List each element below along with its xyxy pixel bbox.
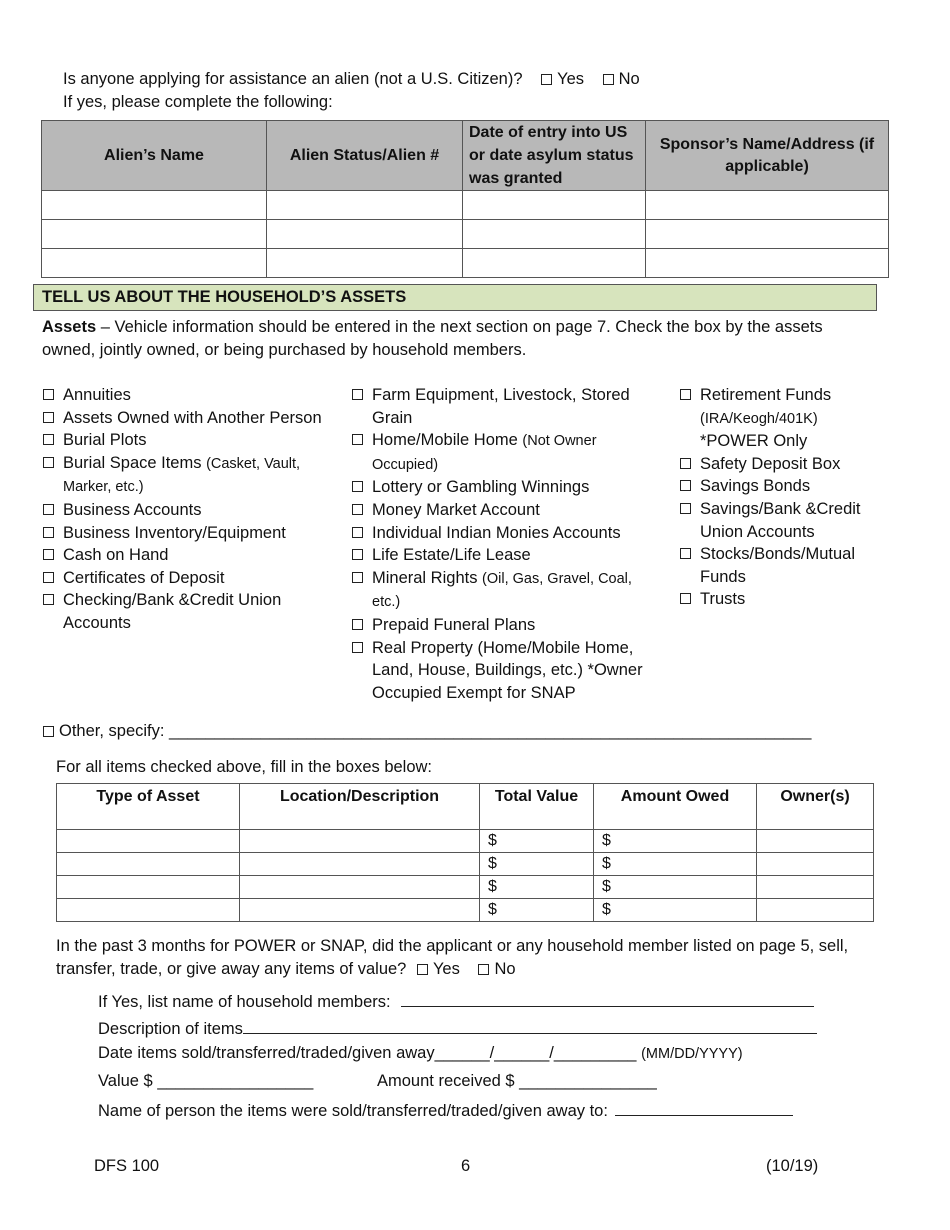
table-row <box>42 220 889 249</box>
asset-owner-cell[interactable] <box>757 899 874 922</box>
asset-option: Retirement Funds (IRA/Keogh/401K) *POWER Only <box>680 384 890 453</box>
footer-page-number: 6 <box>461 1157 471 1175</box>
asset-option: Mineral Rights (Oil, Gas, Gravel, Coal, etc.) <box>352 567 652 614</box>
alien-sponsor-header: Sponsor’s Name/Address (if applicable) <box>646 121 889 191</box>
asset-value-cell[interactable]: $ <box>480 853 594 876</box>
alien-table <box>41 120 889 278</box>
asset-checkbox[interactable] <box>352 642 363 653</box>
asset-owner-cell[interactable] <box>757 876 874 899</box>
table-row <box>57 830 874 853</box>
amount-input[interactable]: _______________ <box>519 1072 657 1090</box>
asset-checkbox[interactable] <box>43 594 54 605</box>
value-label: Value $ <box>98 1072 158 1090</box>
asset-checkbox[interactable] <box>680 503 691 514</box>
asset-option: Stocks/Bonds/Mutual Funds <box>680 543 890 588</box>
alien-cell[interactable] <box>267 249 463 278</box>
asset-option: Life Estate/Life Lease <box>352 544 652 567</box>
asset-owed-cell[interactable]: $ <box>594 853 757 876</box>
asset-option: Safety Deposit Box <box>680 453 890 476</box>
date-format: (MM/DD/YYYY) <box>641 1046 743 1062</box>
total-value-header: Total Value <box>480 784 594 830</box>
asset-location-cell[interactable] <box>240 830 480 853</box>
table-row <box>57 899 874 922</box>
asset-option: Home/Mobile Home (Not Owner Occupied) <box>352 429 632 476</box>
asset-checkbox[interactable] <box>352 527 363 538</box>
asset-option: Real Property (Home/Mobile Home, Land, House, Buildings, etc.) *Owner Occupied Exempt for SNAP <box>352 637 657 705</box>
amount-line <box>377 1072 657 1091</box>
asset-value-cell[interactable]: $ <box>480 876 594 899</box>
assets-column-3 <box>680 384 890 611</box>
assets-intro-text: – Vehicle information should be entered in the next section on page 7. Check the box by the assets owned, jointly owned, or being purchased by household members. <box>42 318 823 359</box>
value-input[interactable]: _________________ <box>157 1072 314 1090</box>
amount-owed-header: Amount Owed <box>594 784 757 830</box>
asset-value-cell[interactable]: $ <box>480 830 594 853</box>
asset-option: Cash on Hand <box>43 544 343 567</box>
transfer-question-block <box>56 935 886 981</box>
asset-table-instruction: For all items checked above, fill in the boxes below: <box>56 758 433 776</box>
table-row <box>42 249 889 278</box>
other-specify-input[interactable]: ______________________________________________________________________ <box>169 722 812 740</box>
asset-checkbox[interactable] <box>43 389 54 400</box>
alien-yes-label: Yes <box>557 70 585 88</box>
table-row <box>42 191 889 220</box>
other-specify-line <box>43 722 811 741</box>
alien-cell[interactable] <box>646 191 889 220</box>
asset-option: Business Inventory/Equipment <box>43 522 343 545</box>
asset-checkbox[interactable] <box>352 389 363 400</box>
alien-cell[interactable] <box>42 220 267 249</box>
asset-checkbox[interactable] <box>43 504 54 515</box>
alien-question: Is anyone applying for assistance an alien (not a U.S. Citizen)? <box>63 70 523 88</box>
description-label: Description of items <box>98 1020 243 1038</box>
asset-checkbox[interactable] <box>352 504 363 515</box>
asset-option: Burial Plots <box>43 429 343 452</box>
value-line <box>98 1072 313 1091</box>
owners-header: Owner(s) <box>757 784 874 830</box>
asset-checkbox[interactable] <box>352 549 363 560</box>
other-specify-label: Other, specify: <box>59 722 170 740</box>
asset-option: Individual Indian Monies Accounts <box>352 522 652 545</box>
alien-cell[interactable] <box>42 249 267 278</box>
alien-cell[interactable] <box>267 220 463 249</box>
alien-name-header: Alien’s Name <box>42 121 267 191</box>
asset-location-cell[interactable] <box>240 899 480 922</box>
transfer-no-label: No <box>494 960 516 978</box>
assets-intro-bold: Assets <box>42 318 97 336</box>
asset-checkbox[interactable] <box>43 549 54 560</box>
asset-checkbox[interactable] <box>680 548 691 559</box>
alien-no-label: No <box>618 70 640 88</box>
type-of-asset-header: Type of Asset <box>57 784 240 830</box>
asset-type-cell[interactable] <box>57 853 240 876</box>
location-description-header: Location/Description <box>240 784 480 830</box>
members-input[interactable] <box>401 990 814 1007</box>
alien-no-checkbox[interactable] <box>603 74 614 85</box>
asset-option: Trusts <box>680 588 890 611</box>
asset-checkbox[interactable] <box>43 457 54 468</box>
asset-option: Savings/Bank &Credit Union Accounts <box>680 498 890 543</box>
person-line <box>98 1099 793 1121</box>
date-input[interactable]: ______/______/_________ <box>434 1044 637 1062</box>
description-line <box>98 1017 817 1039</box>
alien-cell[interactable] <box>267 191 463 220</box>
alien-table-header <box>42 121 889 191</box>
assets-intro <box>42 316 872 362</box>
asset-option: Certificates of Deposit <box>43 567 343 590</box>
asset-checkbox[interactable] <box>680 389 691 400</box>
alien-instruction: If yes, please complete the following: <box>63 93 333 111</box>
assets-section-banner: TELL US ABOUT THE HOUSEHOLD’S ASSETS <box>33 284 877 311</box>
asset-option: Assets Owned with Another Person <box>43 407 343 430</box>
date-label: Date items sold/transferred/traded/given away <box>98 1044 435 1062</box>
person-label: Name of person the items were sold/transferred/traded/given away to: <box>98 1102 608 1120</box>
table-row <box>57 853 874 876</box>
alien-entry-date-header: Date of entry into US or date asylum status was granted <box>463 121 646 191</box>
asset-option: Lottery or Gambling Winnings <box>352 476 652 499</box>
asset-checkbox[interactable] <box>680 593 691 604</box>
footer-revision: (10/19) <box>766 1157 819 1175</box>
transfer-question: In the past 3 months for POWER or SNAP, did the applicant or any household member listed on page 5, sell, transfer, trade, or give away any items of value? <box>56 937 849 978</box>
amount-label: Amount received $ <box>377 1072 520 1090</box>
asset-owed-cell[interactable]: $ <box>594 899 757 922</box>
asset-checkbox[interactable] <box>43 572 54 583</box>
assets-column-1 <box>43 384 343 635</box>
asset-value-cell[interactable]: $ <box>480 899 594 922</box>
asset-table-header <box>57 784 874 830</box>
asset-checkbox[interactable] <box>43 527 54 538</box>
alien-yes-checkbox[interactable] <box>541 74 552 85</box>
footer-form-id: DFS 100 <box>94 1157 160 1175</box>
asset-owner-cell[interactable] <box>757 830 874 853</box>
asset-location-cell[interactable] <box>240 853 480 876</box>
asset-option: Farm Equipment, Livestock, Stored Grain <box>352 384 642 429</box>
asset-option: Annuities <box>43 384 343 407</box>
asset-checkbox[interactable] <box>352 572 363 583</box>
transfer-yes-label: Yes <box>432 960 460 978</box>
alien-cell[interactable] <box>646 220 889 249</box>
other-checkbox[interactable] <box>43 726 54 737</box>
table-row <box>57 876 874 899</box>
asset-type-cell[interactable] <box>57 830 240 853</box>
asset-location-cell[interactable] <box>240 876 480 899</box>
assets-column-2 <box>352 384 652 704</box>
person-input[interactable] <box>615 1099 793 1116</box>
members-label: If Yes, list name of household members: <box>98 993 391 1011</box>
asset-option: Burial Space Items (Casket, Vault, Marker, etc.) <box>43 452 323 499</box>
asset-type-cell[interactable] <box>57 899 240 922</box>
asset-checkbox[interactable] <box>43 412 54 423</box>
asset-option: Savings Bonds <box>680 475 890 498</box>
members-line <box>98 990 814 1012</box>
date-line <box>98 1044 743 1063</box>
alien-cell[interactable] <box>463 249 646 278</box>
description-input[interactable] <box>243 1017 817 1034</box>
asset-table <box>56 783 874 922</box>
asset-option: Checking/Bank &Credit Union Accounts <box>43 589 313 634</box>
asset-owner-cell[interactable] <box>757 853 874 876</box>
asset-checkbox[interactable] <box>352 619 363 630</box>
asset-checkbox[interactable] <box>43 434 54 445</box>
asset-owed-cell[interactable]: $ <box>594 830 757 853</box>
asset-checkbox[interactable] <box>680 480 691 491</box>
asset-option: Business Accounts <box>43 499 343 522</box>
alien-cell[interactable] <box>463 191 646 220</box>
alien-cell[interactable] <box>646 249 889 278</box>
transfer-no-checkbox[interactable] <box>478 964 489 975</box>
asset-option: Prepaid Funeral Plans <box>352 614 652 637</box>
asset-type-cell[interactable] <box>57 876 240 899</box>
alien-cell[interactable] <box>42 191 267 220</box>
asset-option: Money Market Account <box>352 499 652 522</box>
asset-checkbox[interactable] <box>352 434 363 445</box>
alien-cell[interactable] <box>463 220 646 249</box>
alien-question-line <box>63 70 640 89</box>
asset-checkbox[interactable] <box>680 458 691 469</box>
asset-owed-cell[interactable]: $ <box>594 876 757 899</box>
transfer-yes-checkbox[interactable] <box>417 964 428 975</box>
asset-checkbox[interactable] <box>352 481 363 492</box>
alien-status-header: Alien Status/Alien # <box>267 121 463 191</box>
